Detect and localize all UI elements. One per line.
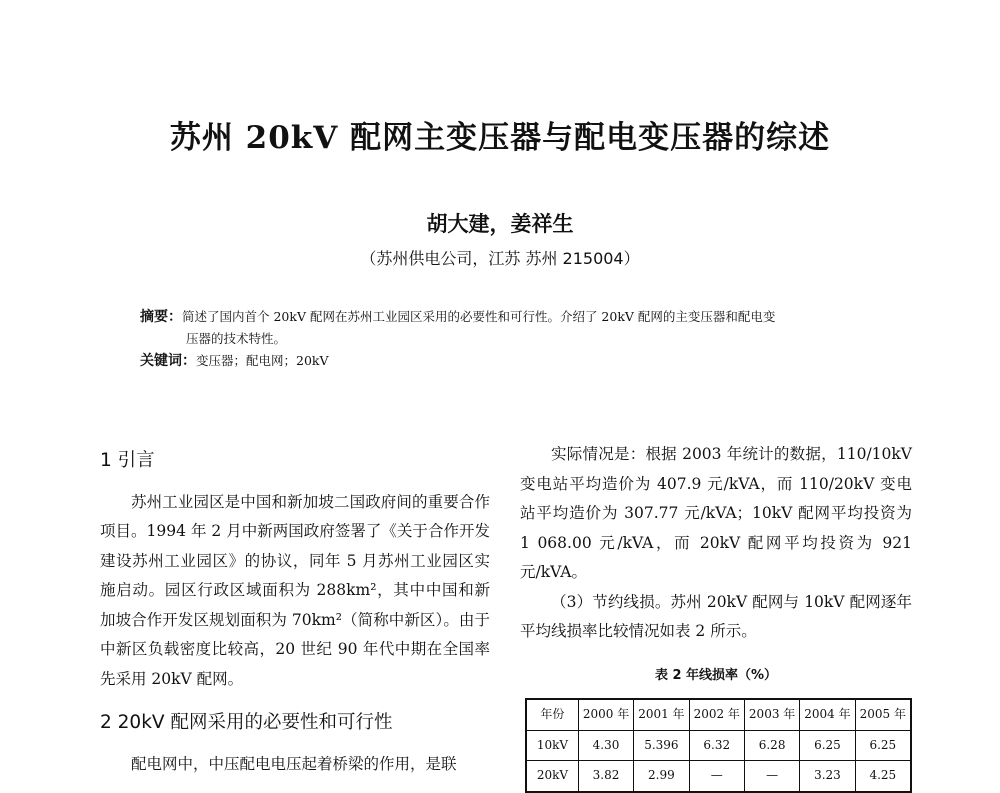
section2-partial-paragraph: 配电网中，中压配电电压起着桥梁的作用，是联: [131, 754, 457, 773]
keywords-text: 变压器；配电网；20kV: [196, 353, 329, 368]
table-cell: 5.396: [634, 730, 689, 761]
keywords-line: [140, 350, 870, 372]
table-row: [526, 730, 911, 761]
table-cell: 6.28: [744, 730, 799, 761]
abstract-label: 摘要：: [140, 309, 182, 325]
table-cell: 6.25: [855, 730, 911, 761]
table-header-cell: 2000 年: [578, 699, 633, 730]
table-row: [526, 761, 911, 792]
table-cell: 3.82: [578, 761, 633, 792]
section1-paragraph: 苏州工业园区是中国和新加坡二国政府间的重要合作项目。1994 年 2 月中新两国政府签署了《关于合作开发建设苏州工业园区》的协议，同年 5 月苏州工业园区实施启动。园区行政区域面积为 288km²，其中中国和新加坡合作开发区规划面积为 70km²（简称中新区）。由于中新区负载密度比较高，20 世纪 90 年代中期在全国率先采用 20kV 配网。: [100, 492, 490, 688]
right-paragraph-2: （3）节约线损。苏州 20kV 配网与 10kV 配网逐年平均线损率比较情况如表 2 所示。: [520, 592, 912, 640]
table2-caption: 表 2 年线损率（%）: [654, 667, 778, 683]
table-header-cell: 2003 年: [744, 699, 799, 730]
authors: 胡大建，姜祥生: [426, 211, 574, 236]
section2-heading: 2 20kV 配网采用的必要性和可行性: [100, 712, 393, 733]
table-cell: —: [744, 761, 799, 792]
table-cell: 6.32: [689, 730, 744, 761]
keywords-label: 关键词：: [140, 353, 196, 369]
abstract-line-1: [140, 306, 870, 328]
table-cell: 10kV: [526, 730, 578, 761]
table-cell: 6.25: [800, 730, 855, 761]
table-header-cell: 年份: [526, 699, 578, 730]
table-cell: 4.30: [578, 730, 633, 761]
left-column: [100, 440, 490, 779]
paper-title: 苏州 20kV 配网主变压器与配电变压器的综述: [169, 120, 831, 156]
table-cell: —: [689, 761, 744, 792]
table-cell: 2.99: [634, 761, 689, 792]
table-header-row: [526, 699, 911, 730]
table-header-cell: 2002 年: [689, 699, 744, 730]
table2: [525, 698, 912, 793]
table-header-cell: 2005 年: [855, 699, 911, 730]
table-cell: 20kV: [526, 761, 578, 792]
affiliation: （苏州供电公司，江苏 苏州 215004）: [360, 249, 640, 268]
table-header-cell: 2004 年: [800, 699, 855, 730]
right-paragraph-1: 实际情况是：根据 2003 年统计的数据，110/10kV 变电站平均造价为 407.9 元/kVA，而 110/20kV 变电站平均造价为 307.77 元/kVA；10kV 配网平均投资为 1 068.00 元/kVA，而 20kV 配网平均投资为 921 元/kVA。: [520, 445, 912, 581]
abstract-text-2: 压器的技术特性。: [186, 331, 287, 346]
table-cell: 4.25: [855, 761, 911, 792]
table-cell: 3.23: [800, 761, 855, 792]
abstract-text-1: 简述了国内首个 20kV 配网在苏州工业园区采用的必要性和可行性。介绍了 20kV 配网的主变压器和配电变: [182, 309, 776, 324]
table-header-cell: 2001 年: [634, 699, 689, 730]
abstract-block: [140, 306, 870, 372]
right-column: [520, 440, 912, 793]
section1-heading: 1 引言: [100, 450, 155, 471]
